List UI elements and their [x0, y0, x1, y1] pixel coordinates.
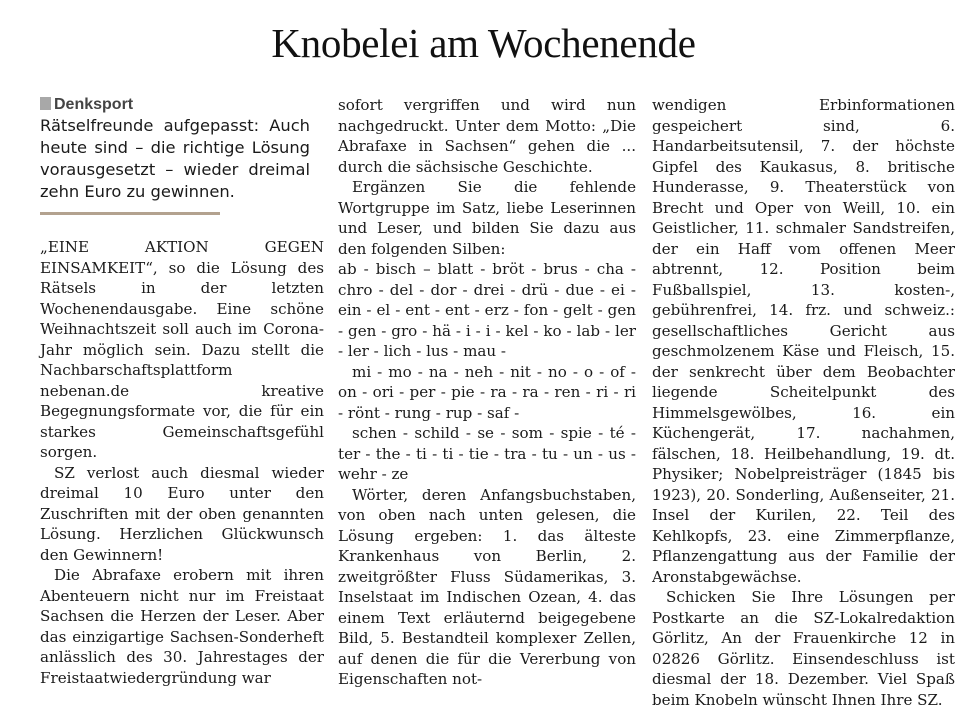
column-1: [40, 95, 324, 688]
syllables-block-3: schen - schild - se - som - spie - té - ter - the - ti - ti - tie - tra - tu - un - us - wehr - ze: [338, 424, 636, 483]
headline: Knobelei am Wochenende: [271, 20, 696, 66]
clues-paragraph: Wörter, deren Anfangsbuchstaben, von oben nach unten gelesen, die Lösung ergeben: 1. das älteste Krankenhaus von Berlin, 2. zweitgrößter Fluss Südamerikas, 3. Inselstaat im Indischen Ozean, 4. das einem Text erläuternd beigegebene Bild, 5. Bestandteil komplexer Zellen, auf denen die für die Vererbung von Eigenschaften not-: [338, 485, 636, 688]
column-2: [338, 95, 636, 690]
kicker-marker: [40, 97, 51, 110]
intro-paragraph: sofort vergriffen und wird nun nachgedruckt. Unter dem Motto: „Die Abrafaxe in Sachsen“ gehen die ... durch die sächsische Geschichte.: [338, 96, 636, 176]
closing-paragraph: Schicken Sie Ihre Lösungen per Postkarte an die SZ-Lokalredaktion Görlitz, An der Frauenkirche 12 in 02826 Görlitz. Einsendeschluss ist diesmal der 18. Dezember. Viel Spaß beim Knobeln wünscht Ihnen Ihre SZ.: [652, 588, 955, 709]
raffle-paragraph: SZ verlost auch diesmal wieder dreimal 10 Euro unter den Zuschriften mit der oben genannten Lösung. Herzlichen Glückwunsch den Gewinnern!: [40, 463, 324, 564]
column-3: [652, 95, 955, 710]
syllables-block-1: ab - bisch – blatt - bröt - brus - cha - chro - del - dor - drei - drü - due - ei - ein - el - ent - ent - erz - fon - gelt - gen - gen - gro - hä - i - i - kel - ko - lab - ler - ler - lich - lus - mau -: [338, 260, 636, 360]
clues-continued: wendigen Erbinformationen gespeichert sind, 6. Handarbeitsutensil, 7. der höchste Gipfel des Kaukasus, 8. britische Hunderasse, 9. Theaterstück von Brecht und Oper von Weill, 10. ein Geistlicher, 11. schmaler Sandstreifen, der ein Haff vom offenen Meer abtrennt, 12. Position beim Fußballspiel, 13. kosten-, gebührenfrei, 14. frz. und schweiz.: gesellschaftliches Gericht aus geschmolzenem Käse und Fleisch, 15. der senkrecht über dem Beobachter liegende Scheitelpunkt des Himmelsgewölbes, 16. ein Küchengerät, 17. nachahmen, fälschen, 18. Heilbehandlung, 19. dt. Physiker; Nobelpreisträger (1845 bis 1923), 20. Sonderling, Außenseiter, 21. Insel der Kurilen, 22. Teil des Kehlkopfs, 23. eine Zimmerpflanze, Pflanzengattung aus der Familie der Aronstabgewächse.: [652, 96, 955, 586]
result-paragraph: „EINE AKTION GEGEN EINSAMKEIT“, so die Lösung des Rätsels in der letzten Wochenendausgabe. Eine schöne Weihnachtszeit soll auch im Corona-Jahr möglich sein. Dazu stellt die Nachbarschaftsplattform nebenan.de kreative Begegnungsformate vor, die für ein starkes Gemeinschaftsgefühl sorgen.: [40, 238, 324, 461]
deck: Rätselfreunde aufgepasst: Auch heute sind – die richtige Lösung vorausgesetzt – wieder dreimal zehn Euro zu gewinnen.: [40, 116, 310, 201]
kicker-text: Denksport: [54, 96, 134, 113]
task-paragraph: Ergänzen Sie die fehlende Wortgruppe im Satz, liebe Leserinnen und Leser, und bilden Sie dazu aus den folgenden Silben:: [338, 178, 636, 258]
deck-divider: [40, 212, 220, 215]
kicker: [40, 95, 324, 115]
syllables-block-2: mi - mo - na - neh - nit - no - o - of - on - ori - per - pie - ra - ra - ren - ri - ri - rönt - rung - rup - saf -: [338, 362, 636, 422]
abrafaxe-paragraph: Die Abrafaxe erobern mit ihren Abenteuern nicht nur im Freistaat Sachsen die Herzen der Leser. Aber das einzigartige Sachsen-Sonderheft anlässlich des 30. Jahrestages der Freistaatwiedergründung war: [40, 566, 324, 687]
